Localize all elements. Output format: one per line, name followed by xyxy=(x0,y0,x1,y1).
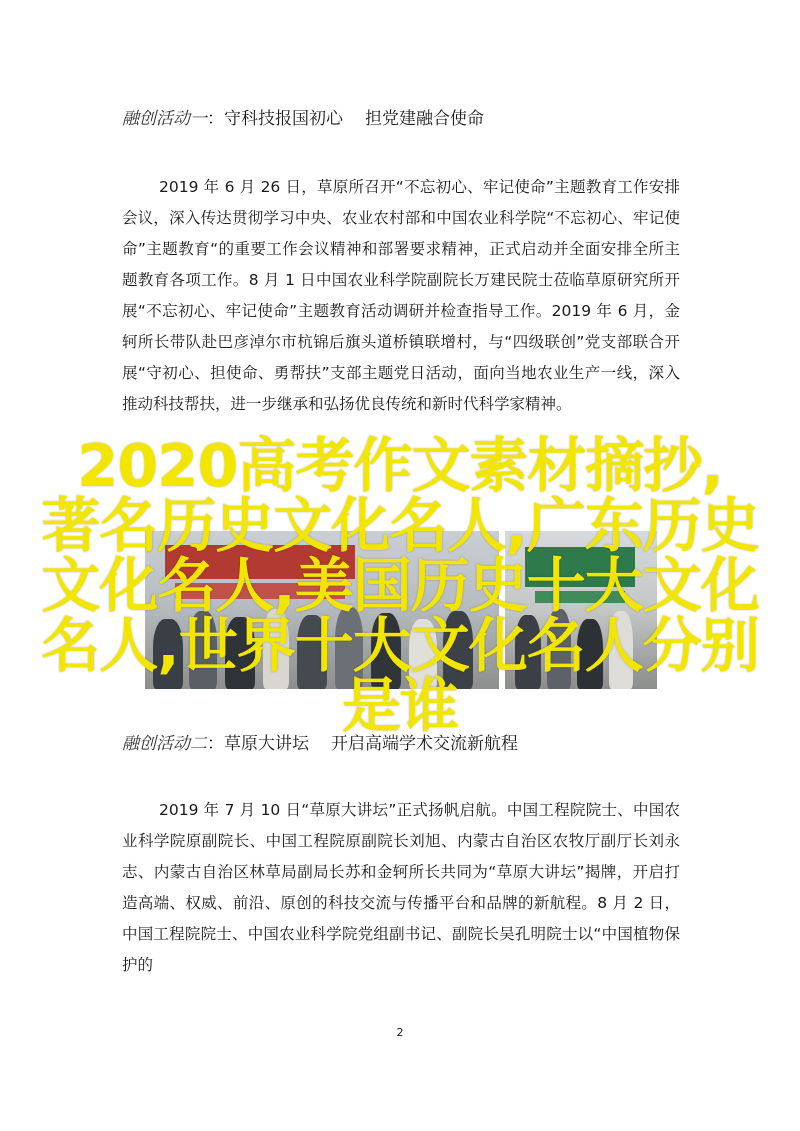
heading-colon-2: ： xyxy=(207,734,224,754)
overlay-title-line: 著名历史文化名人,广东历史 xyxy=(41,491,759,560)
section-heading-2 xyxy=(122,732,518,756)
section-heading-1 xyxy=(122,107,484,131)
paragraph-1 xyxy=(122,172,680,420)
overlay-title-line: 是谁 xyxy=(341,671,458,740)
paragraph-2 xyxy=(122,795,680,981)
heading-part-b-2: 开启高端学术交流新航程 xyxy=(331,734,518,754)
overlay-title xyxy=(0,431,800,740)
heading-colon-1: ： xyxy=(207,109,224,129)
overlay-title-line: 2020高考作文素材摘抄, xyxy=(77,431,723,500)
heading-part-a-1: 守科技报国初心 xyxy=(224,109,343,129)
page-number: 2 xyxy=(396,1026,404,1039)
overlay-title-line: 名人,世界十大文化名人分别 xyxy=(41,611,759,680)
heading-part-b-1: 担党建融合使命 xyxy=(365,109,484,129)
section-lead-1: 融创活动一 xyxy=(122,109,207,129)
overlay-title-line: 文化名人,美国历史十大文化 xyxy=(41,551,759,620)
paragraph-2-text: 2019 年 7 月 10 日“草原大讲坛”正式扬帆启航。中国工程院院士、中国农业科学院原副院长、中国工程院原副院长刘旭、内蒙古自治区农牧厅副厅长刘永志、内蒙古自治区林草局副局长苏和金轲所长共同为“草原大讲坛”揭牌，开启打造高端、权威、前沿、原创的科技交流与传播平台和品牌的新航程。8 月 2 日，中国工程院院士、中国农业科学院党组副书记、副院长吴孔明院士以“中国植物保护的 xyxy=(122,801,680,974)
paragraph-1-text: 2019 年 6 月 26 日，草原所召开“不忘初心、牢记使命”主题教育工作安排会议，深入传达贯彻学习中央、农业农村部和中国农业科学院“不忘初心、牢记使命”主题教育“的重要工作会议精神和部署要求精神，正式启动并全面安排全所主题教育各项工作。8 月 1 日中国农业科学院副院长万建民院士莅临草原研究所开展“不忘初心、牢记使命”主题教育活动调研并检查指导工作。2019 年 6 月，金轲所长带队赴巴彦淖尔市杭锦后旗头道桥镇联增村，与“四级联创”党支部联合开展“守初心、担使命、勇帮扶”支部主题党日活动，面向当地农业生产一线，深入推动科技帮扶，进一步继承和弘扬优良传统和新时代科学家精神。 xyxy=(122,178,680,413)
section-lead-2: 融创活动二 xyxy=(122,734,207,754)
heading-part-a-2: 草原大讲坛 xyxy=(224,734,309,754)
